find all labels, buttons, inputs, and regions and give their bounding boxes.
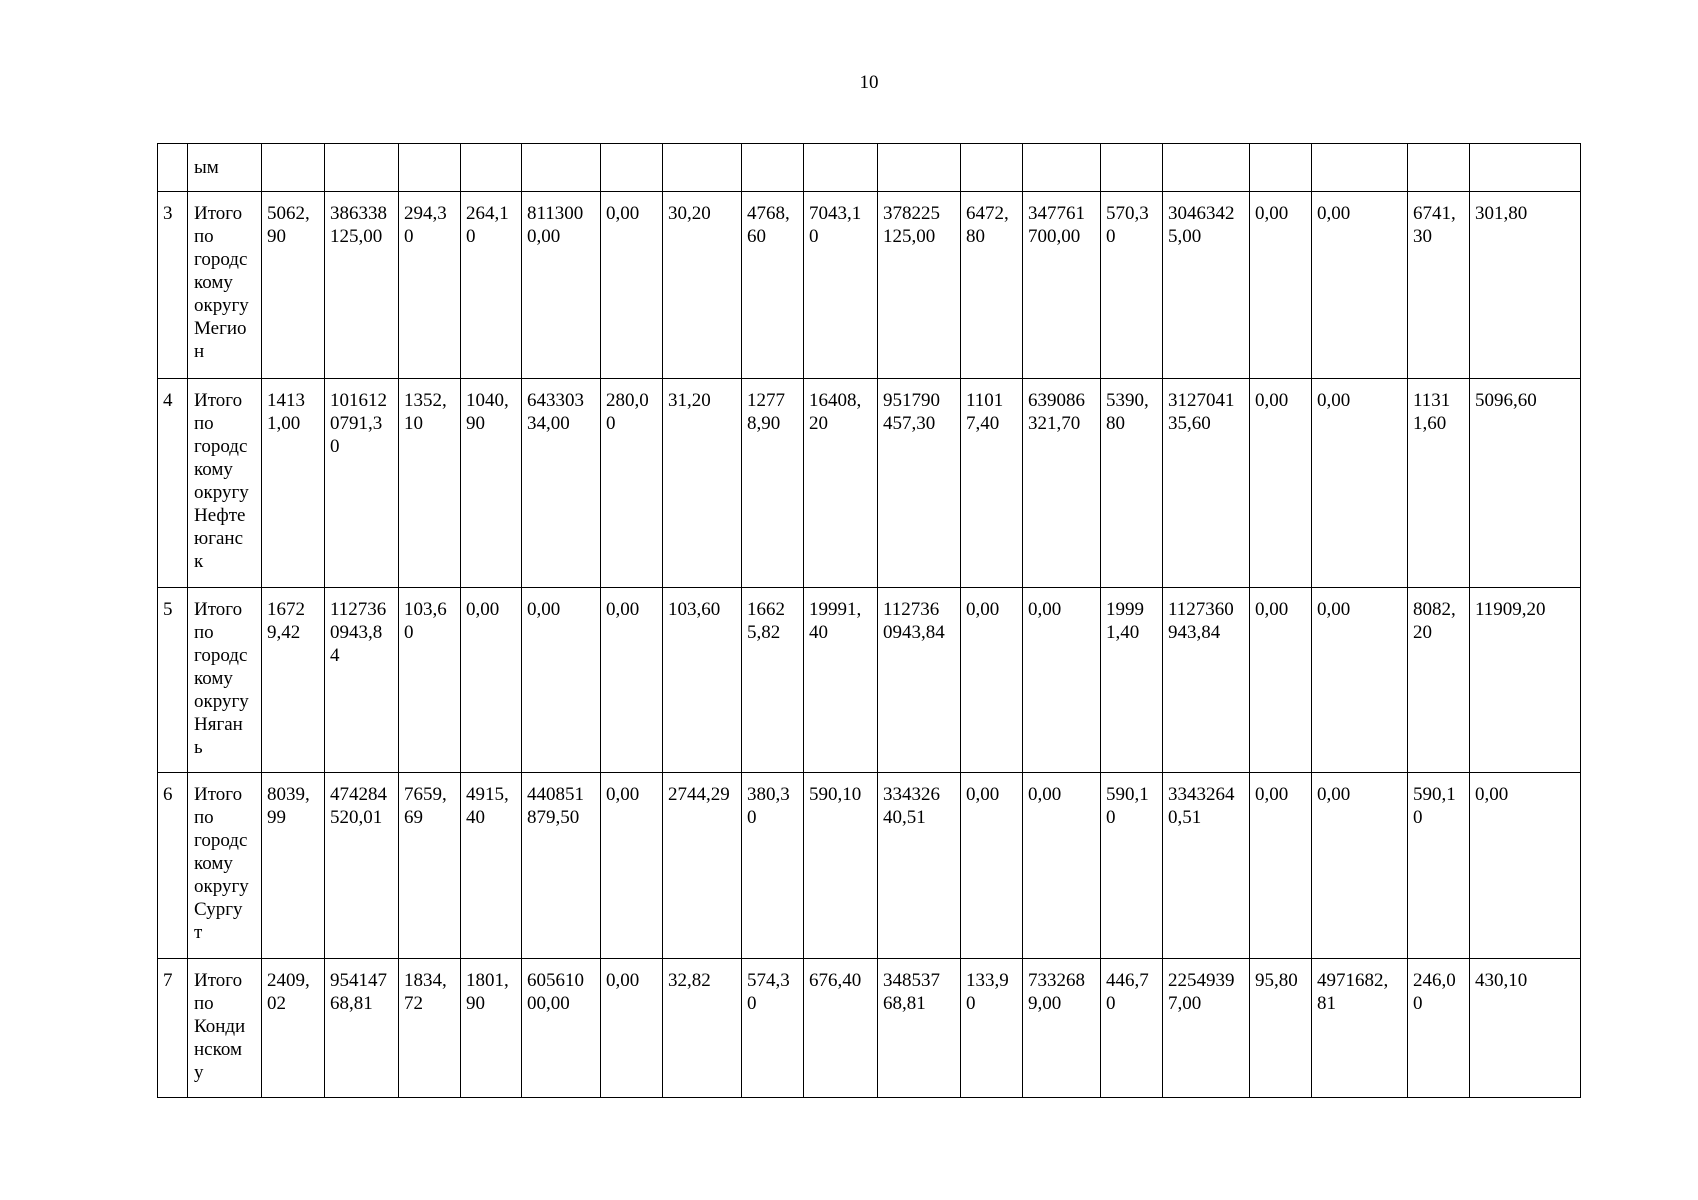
table-cell: 0,00 <box>961 773 1023 959</box>
table-cell <box>158 144 188 192</box>
table-cell: 570,3 0 <box>1101 192 1163 379</box>
table-cell: 112736 0943,84 <box>878 588 961 773</box>
table-cell: 0,00 <box>1312 192 1408 379</box>
table-cell: 301,80 <box>1470 192 1581 379</box>
table-cell: 101612 0791,3 0 <box>325 379 399 588</box>
table-cell: 1413 1,00 <box>262 379 325 588</box>
table-cell: 1101 7,40 <box>961 379 1023 588</box>
table-cell: 0,00 <box>961 588 1023 773</box>
table-cell: 639086 321,70 <box>1023 379 1101 588</box>
table-cell: 1131 1,60 <box>1408 379 1470 588</box>
table-cell: 440851 879,50 <box>522 773 601 959</box>
table-cell: 3127041 35,60 <box>1163 379 1250 588</box>
table-cell: 1999 1,40 <box>1101 588 1163 773</box>
table-cell: 1352, 10 <box>399 379 461 588</box>
table-cell: 4768, 60 <box>742 192 804 379</box>
table-cell: 446,7 0 <box>1101 959 1163 1098</box>
table-cell: 5390, 80 <box>1101 379 1163 588</box>
table-cell: 103,6 0 <box>399 588 461 773</box>
table-cell <box>601 144 663 192</box>
row-number: 6 <box>158 773 188 959</box>
table-cell: 0,00 <box>1250 588 1312 773</box>
row-number: 7 <box>158 959 188 1098</box>
table-cell: 246,0 0 <box>1408 959 1470 1098</box>
table-cell: 280,0 0 <box>601 379 663 588</box>
row-name: Итого по Конди нском у <box>188 959 262 1098</box>
table-cell: 11909,20 <box>1470 588 1581 773</box>
table-cell <box>1250 144 1312 192</box>
table-cell <box>461 144 522 192</box>
table-cell <box>1312 144 1408 192</box>
table-cell: 5062, 90 <box>262 192 325 379</box>
table-cell: 0,00 <box>1023 588 1101 773</box>
table-cell: 16408, 20 <box>804 379 878 588</box>
table-cell: 2254939 7,00 <box>1163 959 1250 1098</box>
table-cell: 6472, 80 <box>961 192 1023 379</box>
table-cell: 95,80 <box>1250 959 1312 1098</box>
table-cell: 103,60 <box>663 588 742 773</box>
table-cell: 7659, 69 <box>399 773 461 959</box>
table-cell: 643303 34,00 <box>522 379 601 588</box>
table-cell: 2409, 02 <box>262 959 325 1098</box>
table-cell: 0,00 <box>601 959 663 1098</box>
table-cell: 6741, 30 <box>1408 192 1470 379</box>
table-row-continuation <box>158 144 1581 192</box>
table-cell: 380,3 0 <box>742 773 804 959</box>
table-cell: 0,00 <box>1470 773 1581 959</box>
row-number: 3 <box>158 192 188 379</box>
table-cell: 5096,60 <box>1470 379 1581 588</box>
table-cell: 347761 700,00 <box>1023 192 1101 379</box>
table-cell: 3046342 5,00 <box>1163 192 1250 379</box>
table-cell: 1801, 90 <box>461 959 522 1098</box>
table-cell: 574,3 0 <box>742 959 804 1098</box>
row-number: 4 <box>158 379 188 588</box>
table-cell: 1662 5,82 <box>742 588 804 773</box>
table-cell: 590,10 <box>804 773 878 959</box>
table-cell: 0,00 <box>461 588 522 773</box>
row-name: Итого по городс кому округу Няган ь <box>188 588 262 773</box>
table-cell: 348537 68,81 <box>878 959 961 1098</box>
table-cell <box>522 144 601 192</box>
table-cell: 264,1 0 <box>461 192 522 379</box>
table-cell <box>262 144 325 192</box>
table-cell <box>1470 144 1581 192</box>
table-cell <box>961 144 1023 192</box>
table-cell: 430,10 <box>1470 959 1581 1098</box>
table-cell: 31,20 <box>663 379 742 588</box>
row-number: 5 <box>158 588 188 773</box>
table-cell <box>1408 144 1470 192</box>
table-cell: 1277 8,90 <box>742 379 804 588</box>
table-cell: 334326 40,51 <box>878 773 961 959</box>
table-row <box>158 773 1581 959</box>
table-row <box>158 192 1581 379</box>
table-cell: 386338 125,00 <box>325 192 399 379</box>
table-row <box>158 379 1581 588</box>
table-cell: 0,00 <box>1250 379 1312 588</box>
table-cell: 0,00 <box>1023 773 1101 959</box>
table-cell: 0,00 <box>1250 773 1312 959</box>
table-cell: 0,00 <box>1250 192 1312 379</box>
table-cell <box>1163 144 1250 192</box>
table-cell: 1834, 72 <box>399 959 461 1098</box>
table-cell <box>325 144 399 192</box>
table-cell <box>663 144 742 192</box>
table-cell: 7043,1 0 <box>804 192 878 379</box>
table-cell <box>1101 144 1163 192</box>
table-cell: 32,82 <box>663 959 742 1098</box>
table-cell: 590,1 0 <box>1408 773 1470 959</box>
row-name: Итого по городс кому округу Сургу т <box>188 773 262 959</box>
table-cell: 0,00 <box>601 192 663 379</box>
table-cell: 0,00 <box>601 588 663 773</box>
table-body <box>158 144 1581 1098</box>
table-cell: 811300 0,00 <box>522 192 601 379</box>
table-cell: 590,1 0 <box>1101 773 1163 959</box>
table-cell: 2744,29 <box>663 773 742 959</box>
table-cell: 294,3 0 <box>399 192 461 379</box>
table-cell <box>742 144 804 192</box>
table-cell <box>1023 144 1101 192</box>
table-row <box>158 959 1581 1098</box>
table-cell <box>878 144 961 192</box>
table-cell: 133,9 0 <box>961 959 1023 1098</box>
table-cell: 676,40 <box>804 959 878 1098</box>
table-cell <box>804 144 878 192</box>
page-number: 10 <box>859 72 879 93</box>
table-cell: 4971682, 81 <box>1312 959 1408 1098</box>
table-row <box>158 588 1581 773</box>
table-cell: 951790 457,30 <box>878 379 961 588</box>
table-cell: 1040, 90 <box>461 379 522 588</box>
table-cell: 733268 9,00 <box>1023 959 1101 1098</box>
data-table <box>157 143 1581 1098</box>
table-cell: 0,00 <box>1312 588 1408 773</box>
table-cell: 1672 9,42 <box>262 588 325 773</box>
table-cell: ым <box>188 144 262 192</box>
table-cell: 8039, 99 <box>262 773 325 959</box>
table-cell: 378225 125,00 <box>878 192 961 379</box>
table-cell: 0,00 <box>522 588 601 773</box>
table-cell: 30,20 <box>663 192 742 379</box>
table-cell: 4915, 40 <box>461 773 522 959</box>
table-cell: 3343264 0,51 <box>1163 773 1250 959</box>
table-cell: 19991, 40 <box>804 588 878 773</box>
table-cell: 954147 68,81 <box>325 959 399 1098</box>
table-cell: 112736 0943,8 4 <box>325 588 399 773</box>
table-cell: 8082, 20 <box>1408 588 1470 773</box>
table-cell: 474284 520,01 <box>325 773 399 959</box>
table-cell: 0,00 <box>1312 773 1408 959</box>
table-cell: 0,00 <box>601 773 663 959</box>
table-cell: 0,00 <box>1312 379 1408 588</box>
row-name: Итого по городс кому округу Мегио н <box>188 192 262 379</box>
table-cell: 605610 00,00 <box>522 959 601 1098</box>
row-name: Итого по городс кому округу Нефте юганс к <box>188 379 262 588</box>
table-cell <box>399 144 461 192</box>
table-cell: 1127360 943,84 <box>1163 588 1250 773</box>
